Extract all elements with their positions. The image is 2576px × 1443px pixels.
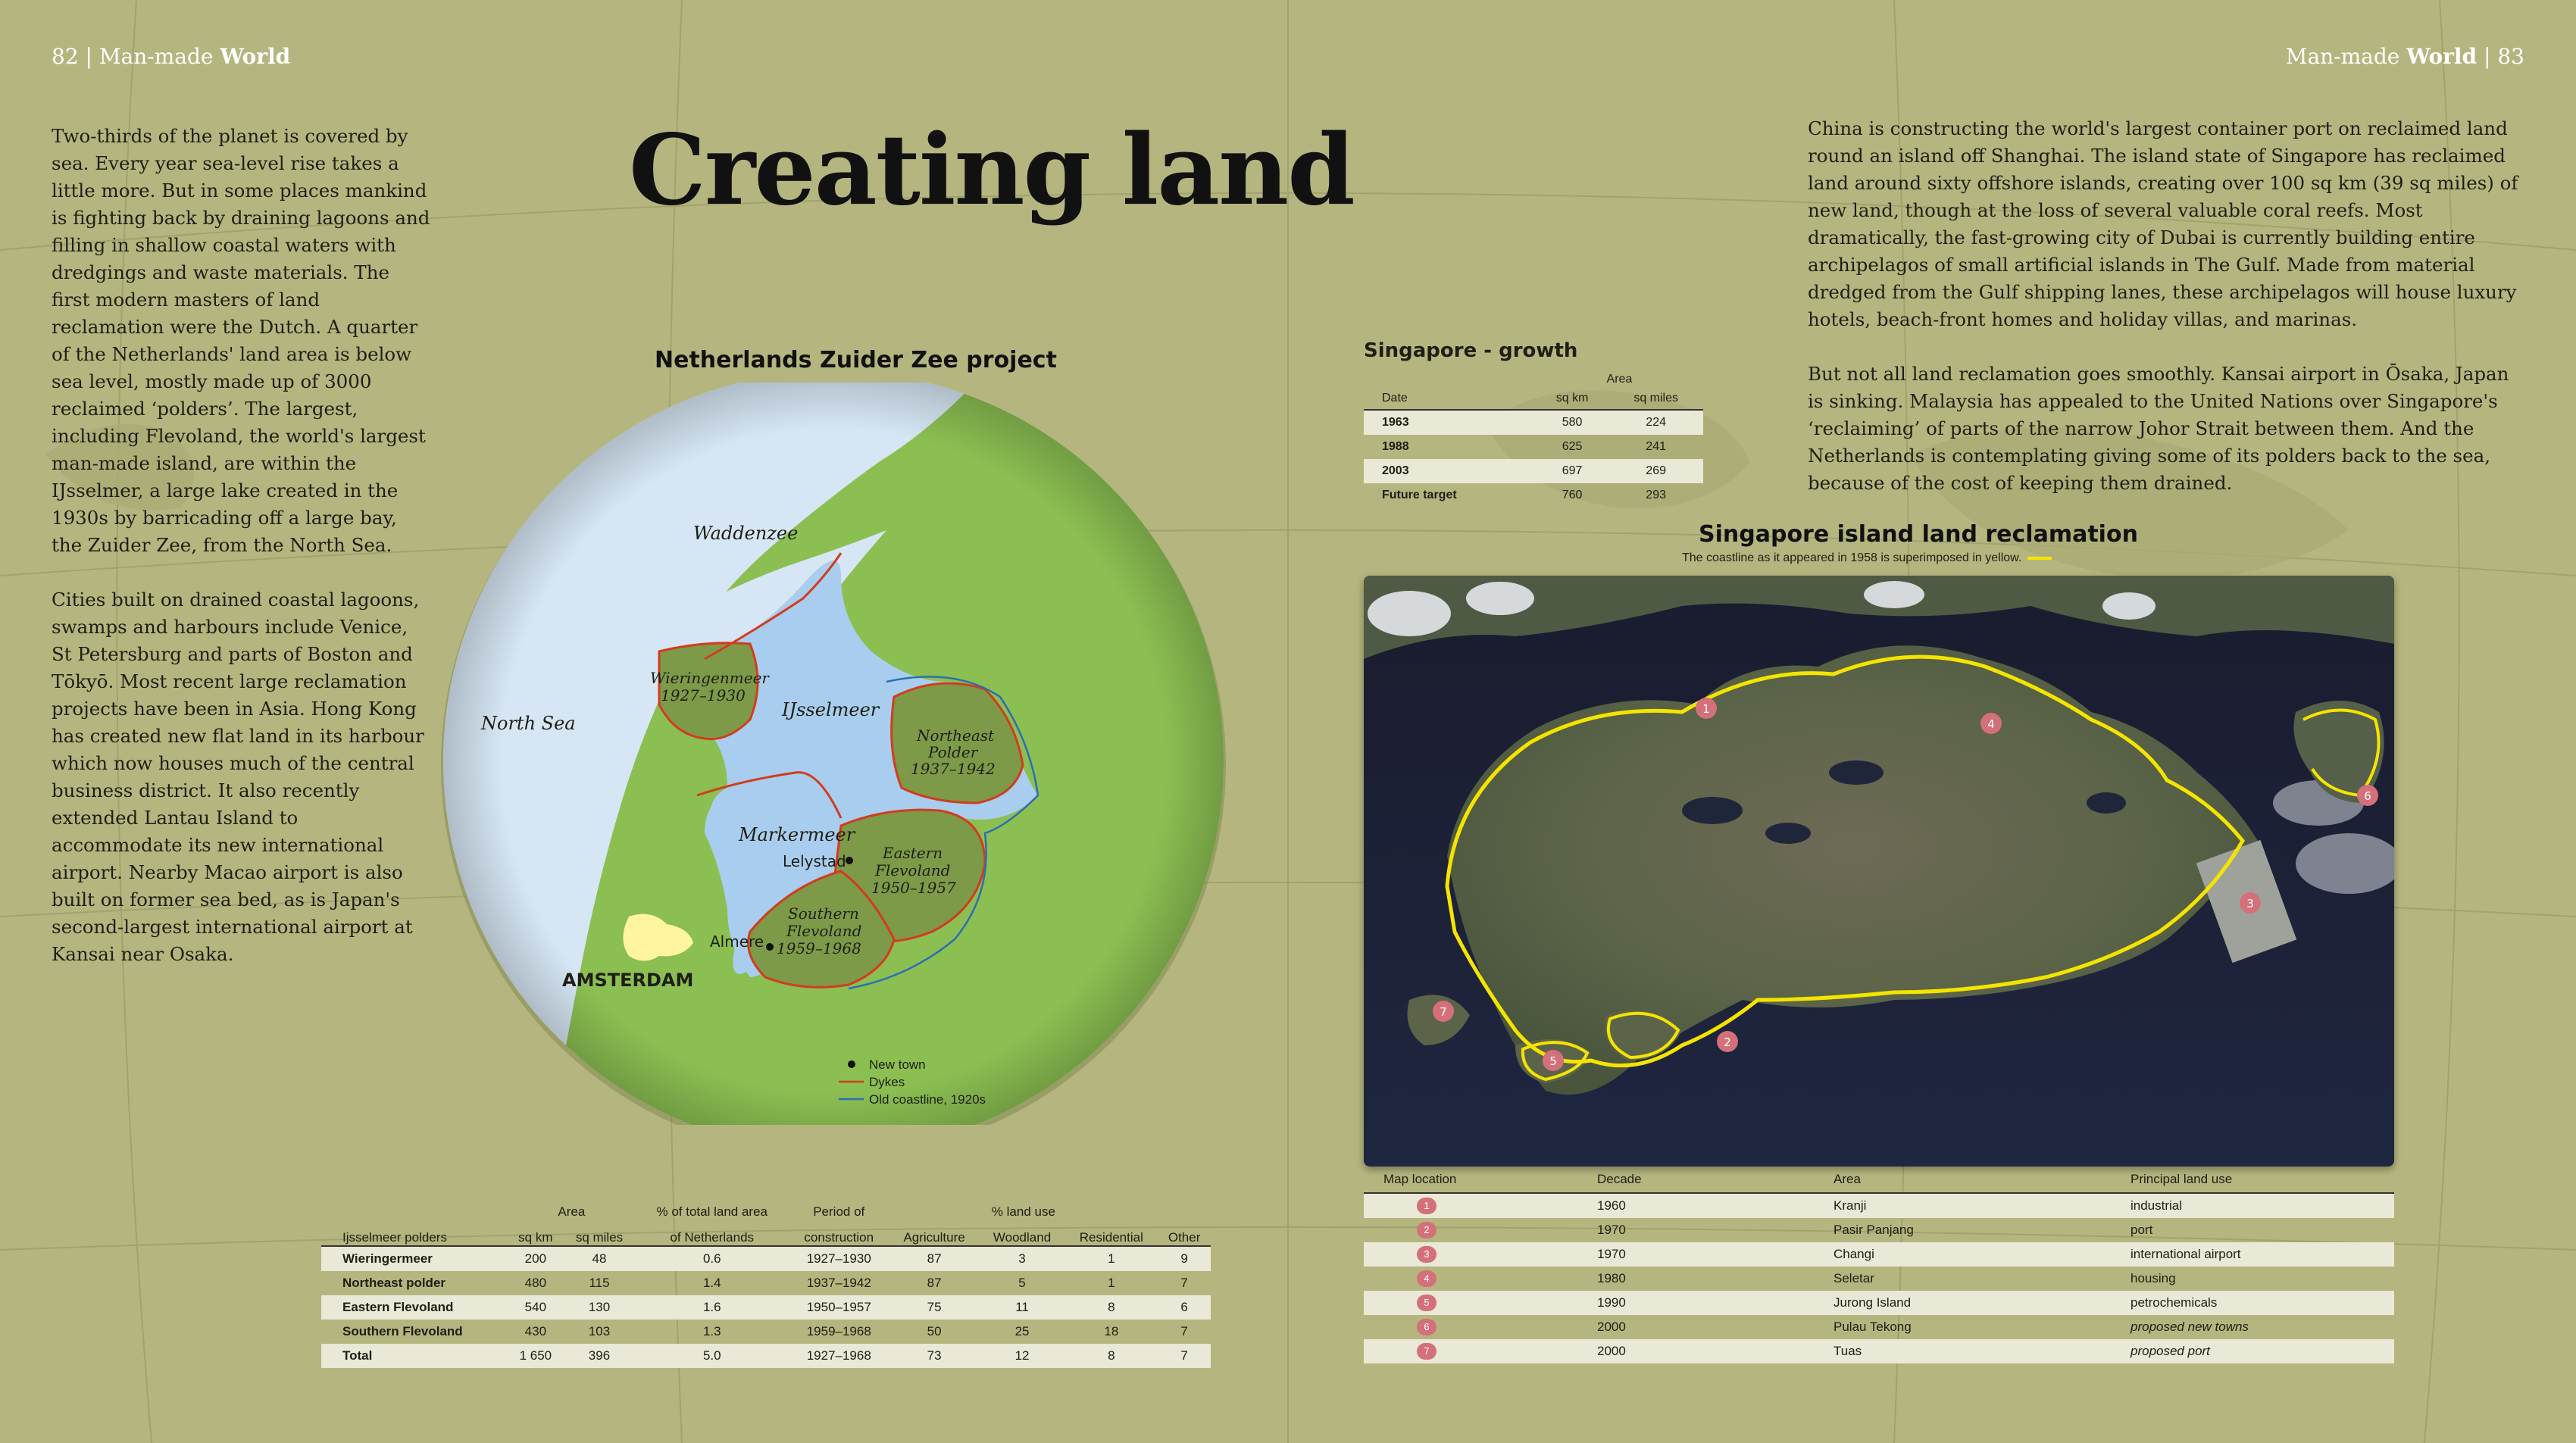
ij-col-pct-netherlands: of Netherlands xyxy=(636,1220,789,1246)
header-separator: | xyxy=(2484,44,2498,69)
singapore-map-subtitle-text: The coastline as it appeared in 1958 is superimposed in yellow. xyxy=(1682,551,2022,564)
marker-lelystad xyxy=(846,857,853,864)
ij-pct: 0.6 xyxy=(702,1251,721,1266)
ij-sqmiles: 103 xyxy=(588,1324,611,1338)
sg-growth-col-sqkm: sq km xyxy=(1536,388,1608,410)
table-row xyxy=(1364,1218,2394,1242)
singapore-map-subtitle xyxy=(1682,551,2052,565)
ij-polder-name: Total xyxy=(342,1348,373,1363)
ij-residential: 18 xyxy=(1104,1324,1119,1338)
sg-land-use: proposed new towns xyxy=(2131,1320,2249,1334)
map-marker-5-label: 5 xyxy=(1549,1054,1557,1068)
label-ijsselmeer: IJsselmeer xyxy=(782,699,880,720)
sg-land-use: housing xyxy=(2131,1271,2176,1285)
location-pin: 2 xyxy=(1417,1222,1436,1238)
ij-col-woodland: Woodland xyxy=(980,1220,1065,1246)
sg-growth-col-date: Date xyxy=(1364,388,1536,410)
map-marker-4-label: 4 xyxy=(1987,717,1995,731)
ij-agriculture: 87 xyxy=(927,1276,942,1290)
sg-growth-col-sqmiles: sq miles xyxy=(1608,388,1703,410)
sg-land-use: international airport xyxy=(2131,1247,2241,1261)
sg-col-principal-land-use: Principal land use xyxy=(2126,1167,2394,1193)
label-northeast-name: Northeast xyxy=(917,726,995,745)
ij-pct: 5.0 xyxy=(702,1348,721,1363)
sg-col-area: Area xyxy=(1829,1167,2126,1193)
ij-residential: 8 xyxy=(1108,1300,1115,1314)
label-wieringermeer-years: 1927–1930 xyxy=(661,686,746,704)
ij-area-header: Area xyxy=(558,1204,586,1219)
singapore-satellite-image xyxy=(1364,576,2394,1167)
ij-sqkm: 430 xyxy=(524,1324,547,1338)
table-row xyxy=(1364,435,1703,459)
ij-sqkm: 200 xyxy=(524,1251,547,1266)
right-page-header xyxy=(2286,44,2524,69)
label-southern-name: Southern xyxy=(788,904,859,923)
map-marker-1-label: 1 xyxy=(1702,702,1710,716)
legend-dykes: Dykes xyxy=(869,1075,905,1089)
table-row xyxy=(321,1295,1211,1320)
sg-area: Tuas xyxy=(1834,1344,1862,1358)
sg-growth-sqkm: 625 xyxy=(1562,440,1583,453)
ij-period: 1959–1968 xyxy=(806,1324,871,1338)
label-almere: Almere xyxy=(710,932,764,951)
label-north-sea: North Sea xyxy=(481,713,576,734)
ij-col-residential: Residential xyxy=(1064,1220,1158,1246)
sg-area: Changi xyxy=(1834,1247,1874,1261)
right-paragraph-1: China is constructing the world's largest container port on reclaimed land round an island off Shanghai. The island state of Singapore has reclaimed land around sixty offshore islands, creating over 100 sq km (39 sq miles) of new land, though at the loss of several valuable coral reefs. Most dramatically, the fast-growing city of Dubai is currently building entire archipelagos of small artificial islands in The Gulf. Made from material dredged from the Gulf shipping lanes, these archipelagos will house luxury hotels, beach-front homes and holiday villas, and marinas. xyxy=(1808,117,2518,330)
ij-pct: 1.6 xyxy=(702,1300,721,1314)
ij-woodland: 5 xyxy=(1018,1276,1026,1290)
ij-woodland: 25 xyxy=(1014,1324,1030,1338)
left-section-light: Man-made xyxy=(98,44,214,69)
ij-col-other: Other xyxy=(1158,1220,1211,1246)
sg-growth-area-header: Area xyxy=(1606,373,1633,386)
sg-area: Jurong Island xyxy=(1834,1295,1912,1310)
right-page-number: 83 xyxy=(2497,44,2524,69)
netherlands-map-title: Netherlands Zuider Zee project xyxy=(655,347,1057,373)
sg-growth-sqmiles: 293 xyxy=(1646,489,1666,501)
label-waddenzee: Waddenzee xyxy=(693,523,799,544)
location-pin: 6 xyxy=(1417,1319,1436,1335)
left-page-header xyxy=(52,44,290,69)
right-section-bold: World xyxy=(2406,44,2478,69)
table-row xyxy=(1364,1242,2394,1267)
label-southern-flevoland: Flevoland xyxy=(786,922,862,940)
ij-other: 6 xyxy=(1180,1300,1188,1314)
ij-polder-name: Wieringermeer xyxy=(342,1251,433,1266)
ij-residential: 8 xyxy=(1108,1348,1115,1363)
location-pin: 7 xyxy=(1417,1343,1436,1360)
sg-growth-sqmiles: 241 xyxy=(1646,440,1666,453)
location-pin: 5 xyxy=(1417,1295,1436,1311)
ij-col-sqkm: sq km xyxy=(508,1220,563,1246)
ij-col-agriculture: Agriculture xyxy=(889,1220,979,1246)
table-row xyxy=(321,1320,1211,1344)
sg-col-decade: Decade xyxy=(1593,1167,1829,1193)
sg-growth-date: 1963 xyxy=(1382,416,1409,429)
ij-period: 1937–1942 xyxy=(806,1276,871,1290)
ij-sqmiles: 115 xyxy=(589,1276,610,1290)
left-page-number: 82 xyxy=(52,44,79,69)
ij-residential: 1 xyxy=(1108,1251,1115,1266)
label-eastern-years: 1950–1957 xyxy=(871,879,956,897)
sg-growth-sqkm: 760 xyxy=(1562,489,1583,501)
sg-col-map-location: Map location xyxy=(1364,1167,1593,1193)
ij-col-sqmiles: sq miles xyxy=(563,1220,635,1246)
table-row xyxy=(1364,483,1703,508)
sg-growth-sqmiles: 224 xyxy=(1646,416,1666,429)
ij-period: 1927–1968 xyxy=(806,1348,871,1363)
page-title: Creating land xyxy=(629,114,1354,227)
table-row xyxy=(321,1344,1211,1368)
location-pin: 4 xyxy=(1417,1270,1436,1287)
ij-pct: 1.3 xyxy=(702,1324,721,1338)
sg-decade: 1990 xyxy=(1597,1295,1626,1310)
ij-other: 9 xyxy=(1180,1251,1188,1266)
left-section-bold: World xyxy=(220,44,291,69)
label-southern-years: 1959–1968 xyxy=(777,939,861,957)
legend-new-town: New town xyxy=(869,1057,926,1072)
sg-growth-sqkm: 580 xyxy=(1562,416,1583,429)
left-paragraph-1: Two-thirds of the planet is covered by sea. Every year sea-level rise takes a little more. But in some places mankind is fighting back by draining lagoons and filling in shallow coastal waters with dredgings and waste materials. The first modern masters of land reclamation were the Dutch. A quarter of the Netherlands' land area is below sea level, mostly made up of 3000 reclaimed ‘polders’. The largest, including Flevoland, the world's largest man-made island, are within the IJsselmer, a large lake created in the 1930s by barricading off a large bay, the Zuider Zee, from the North Sea. xyxy=(52,125,430,556)
sg-growth-date: 1988 xyxy=(1382,440,1409,453)
ij-pct: 1.4 xyxy=(702,1276,721,1290)
ij-polder-name: Eastern Flevoland xyxy=(342,1300,454,1314)
right-paragraph-2: But not all land reclamation goes smoothly. Kansai airport in Ōsaka, Japan is sinking. Malaysia has appealed to the United Nations over Singapore's ‘reclaiming’ of parts of the narrow Johor Strait between them. And the Netherlands is contemplating giving some of its polders back to the sea, because of the cost of keeping them drained. xyxy=(1808,363,2509,494)
singapore-growth-table xyxy=(1364,371,1703,508)
table-row xyxy=(1364,1291,2394,1315)
ij-other: 7 xyxy=(1180,1324,1188,1338)
right-body-text xyxy=(1808,115,2526,524)
ij-woodland: 3 xyxy=(1018,1251,1026,1266)
sg-growth-sqmiles: 269 xyxy=(1646,464,1666,477)
ij-other: 7 xyxy=(1180,1276,1188,1290)
ij-polder-name: Northeast polder xyxy=(342,1276,446,1290)
sg-land-use: industrial xyxy=(2131,1198,2183,1213)
ij-sqkm: 480 xyxy=(524,1276,547,1290)
label-northeast-years: 1937–1942 xyxy=(911,760,996,778)
ij-period: 1950–1957 xyxy=(806,1300,871,1314)
table-row xyxy=(321,1271,1211,1295)
location-pin: 3 xyxy=(1417,1246,1436,1263)
singapore-reclamation-table xyxy=(1364,1167,2394,1363)
legend-old-coastline: Old coastline, 1920s xyxy=(869,1092,986,1107)
ij-sqmiles: 396 xyxy=(588,1348,611,1363)
singapore-growth-title: Singapore - growth xyxy=(1364,339,1578,362)
netherlands-zuider-zee-map xyxy=(439,383,1243,1125)
map-marker-2-label: 2 xyxy=(1724,1035,1731,1049)
ij-col-construction: construction xyxy=(789,1220,889,1246)
sg-decade: 1970 xyxy=(1597,1247,1626,1261)
ij-woodland: 11 xyxy=(1015,1300,1029,1314)
sg-decade: 2000 xyxy=(1597,1344,1626,1358)
left-body-text xyxy=(52,123,430,995)
right-section-light: Man-made xyxy=(2285,44,2400,69)
map-marker-6-label: 6 xyxy=(2364,789,2371,803)
sg-land-use: port xyxy=(2131,1223,2153,1237)
ij-period-header: Period of xyxy=(813,1204,865,1219)
ij-pct-total-header: % of total land area xyxy=(656,1204,767,1219)
singapore-map-title: Singapore island land reclamation xyxy=(1699,521,2138,548)
ij-period: 1927–1930 xyxy=(806,1251,871,1266)
label-lelystad: Lelystad xyxy=(783,852,846,870)
sg-decade: 1980 xyxy=(1597,1271,1626,1285)
sg-area: Pasir Panjang xyxy=(1834,1223,1914,1237)
table-row xyxy=(1364,1315,2394,1339)
yellow-line-key-icon xyxy=(2027,557,2052,560)
sg-land-use: petrochemicals xyxy=(2131,1295,2218,1310)
ij-landuse-header: % land use xyxy=(991,1204,1055,1219)
label-eastern-flevoland: Flevoland xyxy=(875,861,951,879)
ij-other: 7 xyxy=(1180,1348,1188,1363)
sg-growth-sqkm: 697 xyxy=(1562,464,1583,477)
sg-growth-date: 2003 xyxy=(1382,464,1409,477)
marker-almere xyxy=(766,943,774,951)
location-pin: 1 xyxy=(1417,1198,1436,1214)
table-row xyxy=(1364,410,1703,435)
map-marker-7-label: 7 xyxy=(1440,1005,1447,1019)
sg-decade: 1960 xyxy=(1597,1198,1626,1213)
left-paragraph-2: Cities built on drained coastal lagoons, swamps and harbours include Venice, St Petersburg and parts of Boston and Tōkyō. Most recent large reclamation projects have been in Asia. Hong Kong has created new flat land in its harbour which now houses much of the central business district. It also recently extended Lantau Island to accommodate its new international airport. Nearby Macao airport is also built on former sea bed, as is Japan's second-largest international airport at Kansai near Osaka. xyxy=(52,589,424,965)
ij-agriculture: 87 xyxy=(927,1251,942,1266)
sg-area: Kranji xyxy=(1834,1198,1867,1213)
ij-sqkm: 1 650 xyxy=(519,1348,552,1363)
sg-land-use: proposed port xyxy=(2131,1344,2210,1358)
label-amsterdam: AMSTERDAM xyxy=(562,970,694,991)
sg-area: Seletar xyxy=(1834,1271,1874,1285)
ij-residential: 1 xyxy=(1108,1276,1115,1290)
header-separator: | xyxy=(85,44,99,69)
ij-agriculture: 50 xyxy=(927,1324,942,1338)
table-row xyxy=(1364,1193,2394,1218)
table-row xyxy=(1364,1339,2394,1363)
sg-area: Pulau Tekong xyxy=(1834,1320,1912,1334)
table-row xyxy=(1364,1267,2394,1291)
label-northeast-polder: Polder xyxy=(928,743,978,761)
table-row xyxy=(1364,459,1703,483)
ij-agriculture: 75 xyxy=(927,1300,942,1314)
legend-new-town-icon xyxy=(848,1060,855,1068)
ijsselmeer-polders-table xyxy=(321,1197,1211,1368)
ij-sqmiles: 130 xyxy=(588,1300,611,1314)
sg-growth-date: Future target xyxy=(1382,489,1457,501)
ij-col-polders: Ijsselmeer polders xyxy=(321,1220,508,1246)
table-row xyxy=(321,1246,1211,1271)
label-eastern-name: Eastern xyxy=(883,844,943,862)
sg-decade: 2000 xyxy=(1597,1320,1626,1334)
ij-sqkm: 540 xyxy=(524,1300,547,1314)
label-wieringermeer-name: Wieringenmeer xyxy=(650,669,769,687)
label-markermeer: Markermeer xyxy=(739,824,855,845)
map-marker-3-label: 3 xyxy=(2246,897,2254,910)
ij-sqmiles: 48 xyxy=(592,1251,607,1266)
ij-agriculture: 73 xyxy=(927,1348,942,1363)
ij-polder-name: Southern Flevoland xyxy=(342,1324,463,1338)
sg-decade: 1970 xyxy=(1597,1223,1626,1237)
ij-woodland: 12 xyxy=(1014,1348,1030,1363)
